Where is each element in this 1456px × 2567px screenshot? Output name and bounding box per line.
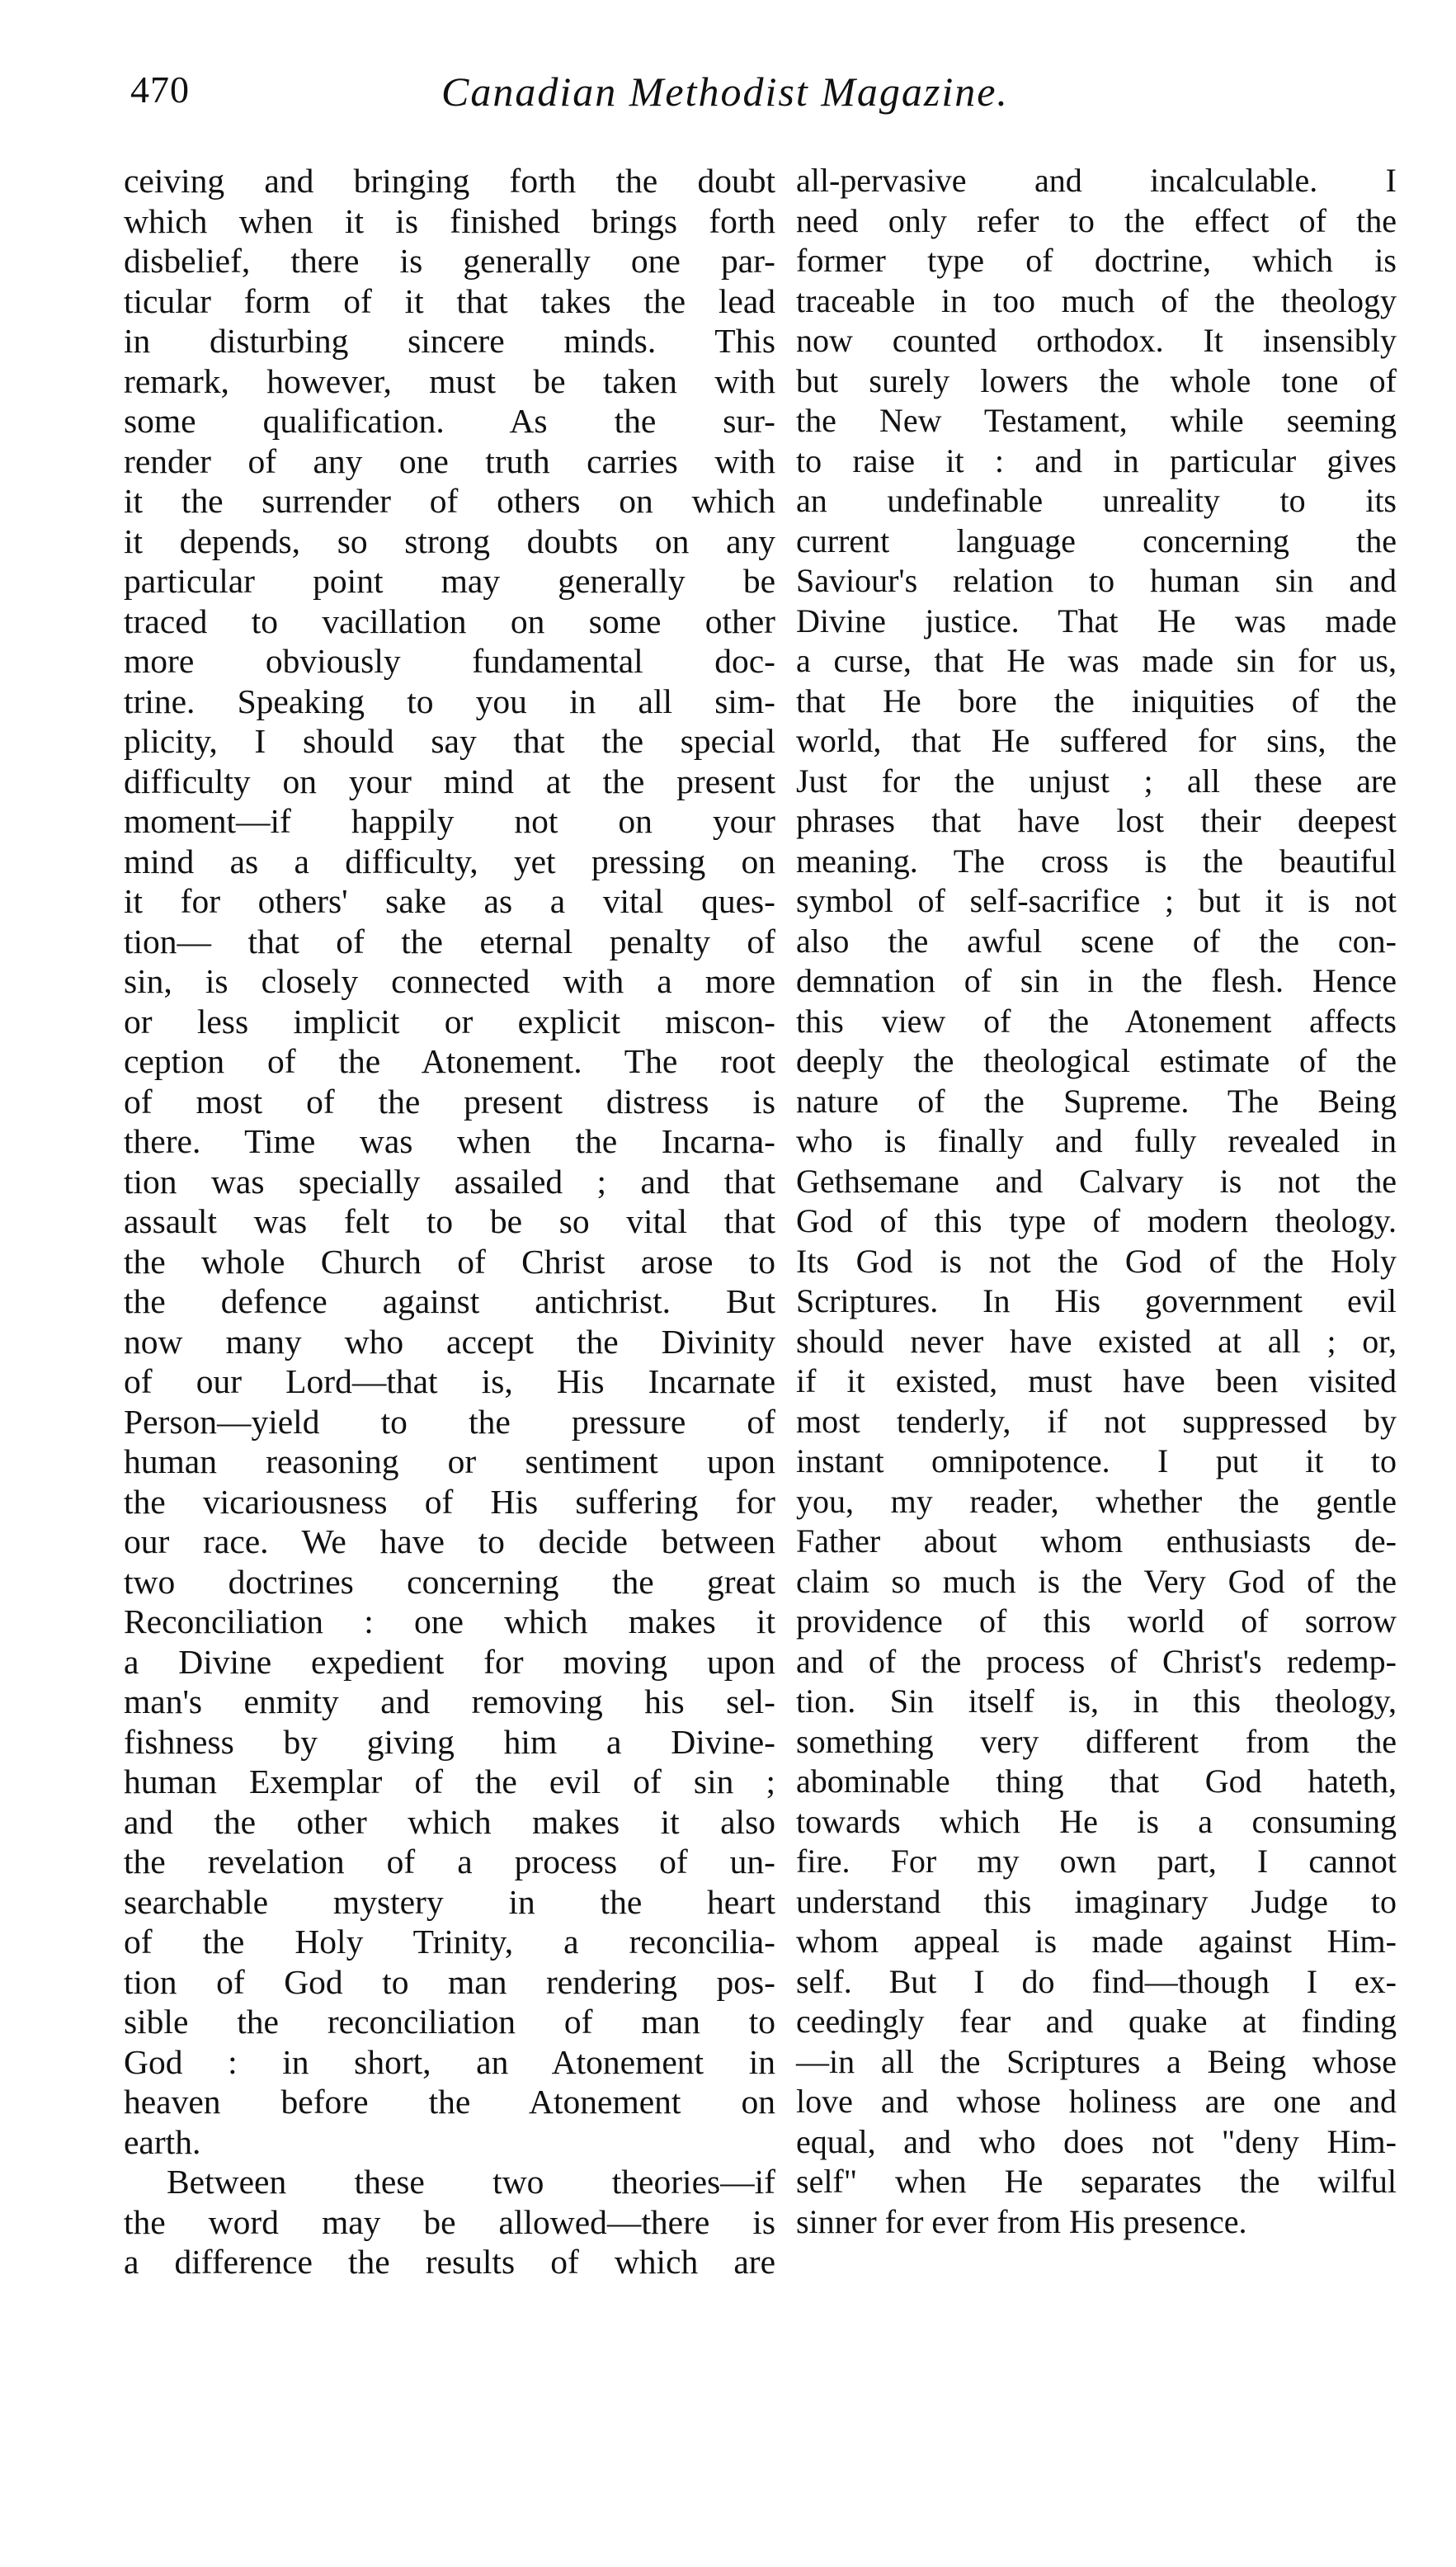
- text-line: Just for the unjust ; all these are: [796, 762, 1397, 800]
- left-text-column: [124, 161, 775, 2282]
- text-line: tion. Sin itself is, in this theology,: [796, 1682, 1397, 1720]
- text-line: tion— that of the eternal penalty of: [124, 922, 775, 960]
- text-line: abominable thing that God hateth,: [796, 1762, 1397, 1800]
- text-line: of most of the present distress is: [124, 1082, 775, 1121]
- text-line: two doctrines concerning the great: [124, 1562, 775, 1601]
- text-line: Father about whom enthusiasts de-: [796, 1522, 1397, 1560]
- right-text-column: [796, 161, 1397, 2242]
- text-line: equal, and who does not "deny Him-: [796, 2122, 1397, 2160]
- text-line: that He bore the iniquities of the: [796, 682, 1397, 720]
- text-line: understand this imaginary Judge to: [796, 1882, 1397, 1920]
- text-line: it depends, so strong doubts on any: [124, 521, 775, 560]
- text-line: deeply the theological estimate of the: [796, 1042, 1397, 1079]
- running-head: [124, 68, 1246, 125]
- text-line: the vicariousness of His suffering for: [124, 1482, 775, 1521]
- text-line: Scriptures. In His government evil: [796, 1282, 1397, 1319]
- text-line: fishness by giving him a Divine-: [124, 1722, 775, 1761]
- text-line: this view of the Atonement affects: [796, 1002, 1397, 1040]
- text-line: need only refer to the effect of the: [796, 201, 1397, 239]
- text-line: God of this type of modern theology.: [796, 1202, 1397, 1239]
- text-line: love and whose holiness are one and: [796, 2083, 1397, 2120]
- text-line: and the other which makes it also: [124, 1802, 775, 1841]
- text-line: particular point may generally be: [124, 562, 775, 600]
- text-line: heaven before the Atonement on: [124, 2083, 775, 2121]
- text-line: which when it is finished brings forth: [124, 201, 775, 240]
- text-line: remark, however, must be taken with: [124, 361, 775, 400]
- text-line: sinner for ever from His presence.: [796, 2202, 1247, 2240]
- text-line: our race. We have to decide between: [124, 1522, 775, 1560]
- text-line: more obviously fundamental doc-: [124, 642, 775, 680]
- text-line: a Divine expedient for moving upon: [124, 1642, 775, 1681]
- text-line: nature of the Supreme. The Being: [796, 1082, 1397, 1120]
- text-line: man's enmity and removing his sel-: [124, 1682, 775, 1720]
- text-line: traced to vacillation on some other: [124, 602, 775, 640]
- text-line: phrases that have lost their deepest: [796, 802, 1397, 839]
- text-line: a curse, that He was made sin for us,: [796, 642, 1397, 679]
- text-line: symbol of self-sacrifice ; but it is not: [796, 882, 1397, 919]
- text-line: assault was felt to be so vital that: [124, 1202, 775, 1240]
- text-line: tion of God to man rendering pos-: [124, 1962, 775, 2001]
- text-line: God : in short, an Atonement in: [124, 2042, 775, 2081]
- text-line: the word may be allowed—there is: [124, 2202, 775, 2241]
- text-line: most tenderly, if not suppressed by: [796, 1402, 1397, 1440]
- text-line: ticular form of it that takes the lead: [124, 281, 775, 320]
- text-line: ceiving and bringing forth the doubt: [124, 162, 775, 200]
- text-line: instant omnipotence. I put it to: [796, 1442, 1397, 1479]
- text-line: searchable mystery in the heart: [124, 1882, 775, 1921]
- text-line: Reconciliation : one which makes it: [124, 1602, 775, 1640]
- text-line: who is finally and fully revealed in: [796, 1122, 1397, 1159]
- text-line: fire. For my own part, I cannot: [796, 1843, 1397, 1880]
- text-line: sible the reconciliation of man to: [124, 2003, 775, 2041]
- text-line: you, my reader, whether the gentle: [796, 1482, 1397, 1520]
- text-line: human Exemplar of the evil of sin ;: [124, 1762, 775, 1800]
- text-line: traceable in too much of the theology: [796, 281, 1397, 319]
- text-line: of the Holy Trinity, a reconcilia-: [124, 1923, 775, 1961]
- text-line: of our Lord—that is, His Incarnate: [124, 1362, 775, 1400]
- text-line: self. But I do find—though I ex-: [796, 1962, 1397, 2000]
- text-line: difficulty on your mind at the present: [124, 762, 775, 800]
- text-line: the New Testament, while seeming: [796, 402, 1397, 439]
- text-line: trine. Speaking to you in all sim-: [124, 682, 775, 720]
- text-line: something very different from the: [796, 1722, 1397, 1760]
- text-line: disbelief, there is generally one par-: [124, 242, 775, 280]
- text-line: claim so much is the Very God of the: [796, 1562, 1397, 1600]
- text-line: world, that He suffered for sins, the: [796, 722, 1397, 759]
- text-line: but surely lowers the whole tone of: [796, 361, 1397, 399]
- text-line: and of the process of Christ's redemp-: [796, 1642, 1397, 1680]
- text-line: human reasoning or sentiment upon: [124, 1442, 775, 1480]
- text-line: now many who accept the Divinity: [124, 1322, 775, 1361]
- text-line: whom appeal is made against Him-: [796, 1923, 1397, 1960]
- text-line: also the awful scene of the con-: [796, 922, 1397, 960]
- text-line: should never have existed at all ; or,: [796, 1322, 1397, 1360]
- text-line: providence of this world of sorrow: [796, 1602, 1397, 1640]
- text-line: ceedingly fear and quake at finding: [796, 2003, 1397, 2040]
- text-line: ception of the Atonement. The root: [124, 1042, 775, 1080]
- journal-title: Canadian Methodist Magazine.: [441, 68, 1009, 115]
- text-line: towards which He is a consuming: [796, 1802, 1397, 1840]
- text-line: an undefinable unreality to its: [796, 482, 1397, 519]
- text-line: sin, is closely connected with a more: [124, 962, 775, 1000]
- text-line: or less implicit or explicit miscon-: [124, 1002, 775, 1040]
- text-line: Its God is not the God of the Holy: [796, 1242, 1397, 1280]
- page-number: 470: [130, 68, 190, 111]
- text-line: some qualification. As the sur-: [124, 402, 775, 440]
- text-line: all-pervasive and incalculable. I: [796, 162, 1397, 199]
- text-line: moment—if happily not on your: [124, 802, 775, 840]
- text-line: mind as a difficulty, yet pressing on: [124, 842, 775, 880]
- text-line: self" when He separates the wilful: [796, 2163, 1397, 2200]
- text-line: the whole Church of Christ arose to: [124, 1242, 775, 1281]
- text-line: meaning. The cross is the beautiful: [796, 842, 1397, 880]
- text-line: former type of doctrine, which is: [796, 242, 1397, 279]
- text-line: current language concerning the: [796, 521, 1397, 559]
- text-line: it for others' sake as a vital ques-: [124, 882, 775, 920]
- text-line: a difference the results of which are: [124, 2243, 775, 2281]
- text-line: it the surrender of others on which: [124, 482, 775, 520]
- text-line: Between these two theories—if: [167, 2163, 775, 2201]
- text-line: Divine justice. That He was made: [796, 602, 1397, 639]
- text-line: Person—yield to the pressure of: [124, 1402, 775, 1441]
- text-line: the defence against antichrist. But: [124, 1282, 775, 1320]
- text-line: to raise it : and in particular gives: [796, 441, 1397, 479]
- text-line: —in all the Scriptures a Being whose: [796, 2042, 1397, 2080]
- text-line: demnation of sin in the flesh. Hence: [796, 962, 1397, 999]
- text-line: earth.: [124, 2122, 201, 2161]
- text-line: tion was specially assailed ; and that: [124, 1162, 775, 1201]
- text-line: in disturbing sincere minds. This: [124, 322, 775, 360]
- text-line: if it existed, must have been visited: [796, 1362, 1397, 1399]
- text-line: render of any one truth carries with: [124, 441, 775, 480]
- text-line: Gethsemane and Calvary is not the: [796, 1162, 1397, 1200]
- text-line: plicity, I should say that the special: [124, 722, 775, 760]
- text-line: the revelation of a process of un-: [124, 1843, 775, 1880]
- text-line: there. Time was when the Incarna-: [124, 1122, 775, 1160]
- text-line: Saviour's relation to human sin and: [796, 562, 1397, 599]
- text-line: now counted orthodox. It insensibly: [796, 322, 1397, 359]
